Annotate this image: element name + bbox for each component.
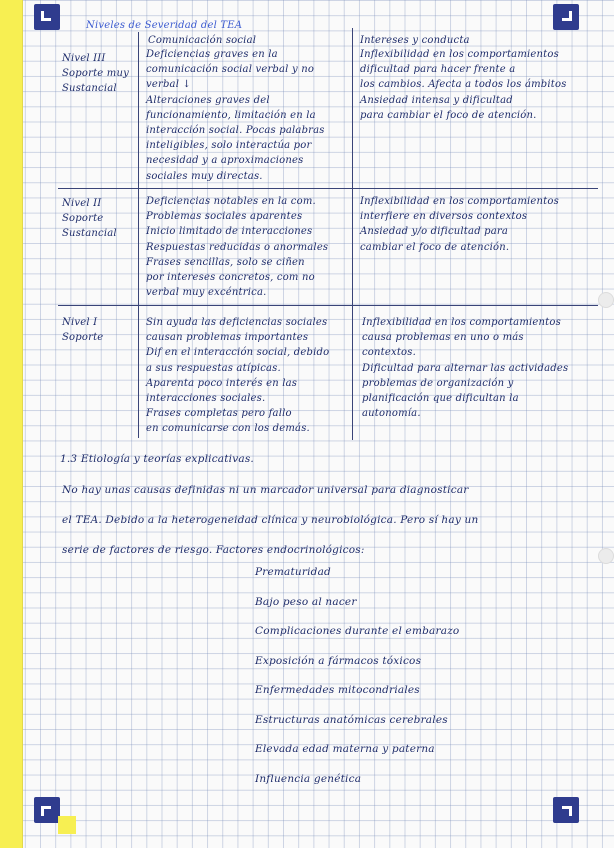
- body-line: el TEA. Debido a la heterogeneidad clínica y neurobiológica. Pero sí hay un: [62, 514, 479, 526]
- section-heading: 1.3 Etiología y teorías explicativas.: [60, 453, 254, 465]
- level-name-line: Nivel III: [62, 53, 106, 64]
- level-name-line: Soporte: [62, 213, 104, 225]
- yellow-marker: [58, 816, 76, 834]
- corner-logo-icon: [34, 797, 60, 823]
- social-line: Alteraciones graves del: [146, 94, 270, 106]
- interests-line: Inflexibilidad en los comportamientos: [360, 196, 559, 207]
- interests-cell: [360, 194, 559, 255]
- social-line: Deficiencias notables en la com.: [146, 196, 316, 207]
- interests-line: Ansiedad y/o dificultad para: [360, 226, 509, 238]
- interests-line: cambiar el foco de atención.: [360, 241, 510, 253]
- level-name-line: Soporte muy: [62, 68, 129, 80]
- interests-line: Inflexibilidad en los comportamientos: [360, 49, 559, 60]
- table-divider: [58, 305, 598, 306]
- social-line: Deficiencias graves en la: [146, 49, 278, 60]
- social-cell: [146, 47, 325, 184]
- binder-hole: [598, 292, 614, 308]
- level-name-line: Sustancial: [62, 83, 117, 95]
- interests-line: autonomía.: [362, 408, 421, 420]
- social-line: sociales muy directas.: [146, 170, 263, 182]
- level-name-line: Sustancial: [62, 228, 117, 240]
- social-line: inteligibles, solo interactúa por: [146, 140, 312, 152]
- binder-hole: [598, 548, 614, 564]
- social-line: funcionamiento, limitación en la: [146, 109, 316, 121]
- interests-line: Dificultad para alternar las actividades: [362, 362, 569, 374]
- social-line: verbal muy excéntrica.: [146, 287, 267, 299]
- interests-cell: [362, 315, 568, 421]
- yellow-margin-strip: [0, 0, 23, 848]
- social-cell: [146, 194, 328, 300]
- table-divider: [352, 28, 353, 440]
- social-line: Frases sencillas, solo se ciñen: [146, 256, 305, 268]
- social-cell: [146, 315, 329, 437]
- interests-line: Ansiedad intensa y dificultad: [360, 94, 513, 106]
- social-line: a sus respuestas atípicas.: [146, 362, 281, 374]
- interests-line: contextos.: [362, 347, 416, 359]
- social-line: Problemas sociales aparentes: [146, 211, 303, 223]
- interests-line: dificultad para hacer frente a: [360, 64, 516, 76]
- interests-line: los cambios. Afecta a todos los ámbitos: [360, 79, 567, 91]
- corner-logo-icon: [553, 4, 579, 30]
- column-header-interests: Intereses y conducta: [360, 35, 470, 46]
- corner-logo-icon: [553, 797, 579, 823]
- social-line: comunicación social verbal y no: [146, 64, 315, 76]
- social-line: verbal ↓: [146, 79, 192, 91]
- body-line: serie de factores de riesgo. Factores endocrinológicos:: [62, 544, 365, 556]
- social-line: necesidad y a aproximaciones: [146, 155, 304, 167]
- risk-factor-item: Estructuras anatómicas cerebrales: [255, 713, 448, 726]
- risk-factor-list: [255, 558, 459, 794]
- level-name: [62, 51, 129, 97]
- corner-logo-icon: [34, 4, 60, 30]
- risk-factor-item: Exposición a fármacos tóxicos: [255, 654, 422, 667]
- risk-factor-item: Elevada edad materna y paterna: [255, 743, 435, 755]
- interests-line: interfiere en diversos contextos: [360, 211, 528, 223]
- level-name: [62, 196, 117, 242]
- interests-line: planificación que dificultan la: [362, 393, 519, 405]
- column-header-social: Comunicación social: [148, 35, 257, 46]
- interests-line: problemas de organización y: [362, 377, 514, 389]
- social-line: Aparenta poco interés en las: [146, 377, 298, 389]
- social-line: Sin ayuda las deficiencias sociales: [146, 317, 328, 328]
- risk-factor-item: Prematuridad: [255, 566, 331, 578]
- interests-cell: [360, 47, 567, 123]
- level-name-line: Nivel I: [62, 317, 98, 328]
- risk-factor-item: Influencia genética: [255, 772, 362, 785]
- interests-line: Inflexibilidad en los comportamientos: [362, 317, 561, 328]
- social-line: causan problemas importantes: [146, 332, 309, 344]
- interests-line: causa problemas en uno o más: [362, 332, 524, 344]
- risk-factor-item: Complicaciones durante el embarazo: [255, 625, 460, 637]
- social-line: Respuestas reducidas o anormales: [146, 241, 329, 253]
- social-line: Inicio limitado de interacciones: [146, 226, 313, 238]
- page-title: Niveles de Severidad del TEA: [86, 20, 243, 31]
- social-line: en comunicarse con los demás.: [146, 423, 310, 435]
- social-line: por intereses concretos, com no: [146, 272, 315, 284]
- level-name-line: Nivel II: [62, 198, 102, 209]
- interests-line: para cambiar el foco de atención.: [360, 109, 537, 121]
- table-divider: [138, 32, 139, 438]
- table-divider: [58, 188, 598, 189]
- social-line: Frases completas pero fallo: [146, 408, 292, 420]
- social-line: Dif en el interacción social, debido: [146, 347, 330, 359]
- level-name-line: Soporte: [62, 332, 104, 344]
- social-line: interacciones sociales.: [146, 393, 266, 405]
- level-name: [62, 315, 103, 345]
- risk-factor-item: Enfermedades mitocondriales: [255, 684, 420, 696]
- risk-factor-item: Bajo peso al nacer: [255, 595, 357, 608]
- body-line: No hay unas causas definidas ni un marcador universal para diagnosticar: [62, 484, 469, 496]
- social-line: interacción social. Pocas palabras: [146, 125, 325, 137]
